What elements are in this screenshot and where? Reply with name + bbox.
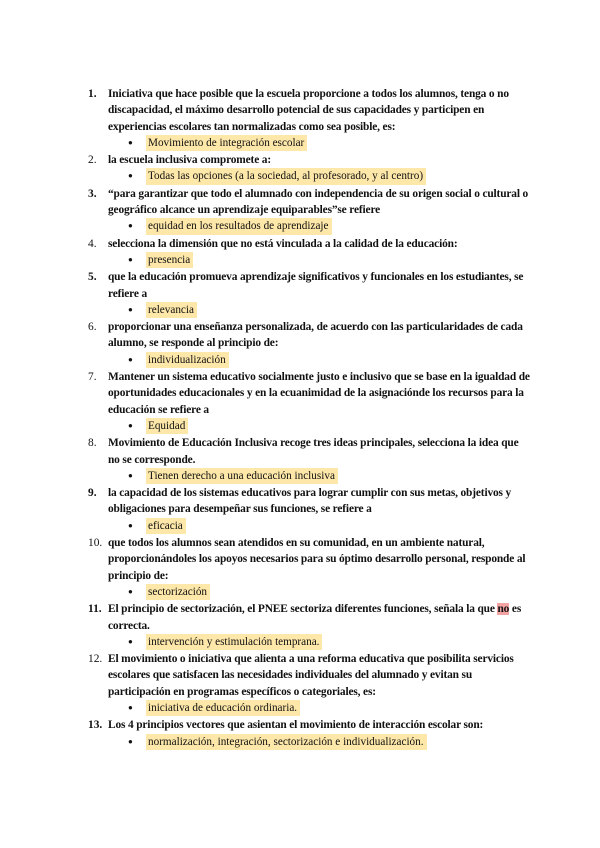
answer-item <box>128 634 530 650</box>
answer-text: individualización <box>146 352 229 368</box>
answer-text: iniciativa de educación ordinaria. <box>146 700 300 716</box>
highlighted-word: no <box>497 603 510 616</box>
answer-item <box>128 584 530 600</box>
answer-text: relevancia <box>146 302 197 318</box>
answer-item <box>128 168 530 184</box>
question-number: 8. <box>88 437 97 450</box>
answer-item <box>128 700 530 716</box>
question-text: que todos los alumnos sean atendidos en su comunidad, en un ambiente natural, proporcionándoles los apoyos necesarios para su óptimo desarrollo personal, responde al principio de: <box>108 537 526 582</box>
bullet-icon: ● <box>128 171 133 181</box>
question-text: Iniciativa que hace posible que la escuela proporcione a todos los alumnos, tenga o no discapacidad, el máximo desarrollo potencial de sus capacidades y participen en experiencias escolares tan normalizadas como sea posible, es: <box>108 88 509 133</box>
answer-item <box>128 218 530 234</box>
question-text: “para garantizar que todo el alumnado con independencia de su origen social o cultural o geográfico alcance un aprendizaje equiparables”se refiere <box>108 187 529 217</box>
question-item <box>88 86 530 135</box>
question-item <box>88 319 530 352</box>
answer-item <box>128 418 530 434</box>
bullet-icon: ● <box>128 420 133 430</box>
answer-text: presencia <box>146 252 193 268</box>
question-text: Movimiento de Educación Inclusiva recoge tres ideas principales, selecciona la idea que no se corresponde. <box>108 437 519 466</box>
question-number: 1. <box>88 88 97 100</box>
answer-item <box>128 302 530 318</box>
answer-text: eficacia <box>146 518 186 534</box>
question-text: Los 4 principios vectores que asientan el movimiento de interacción escolar son: <box>108 719 484 732</box>
question-item <box>88 485 530 518</box>
question-item <box>88 535 530 584</box>
answer-item <box>128 518 530 534</box>
answer-text: equidad en los resultados de aprendizaje <box>146 218 332 234</box>
bullet-icon: ● <box>128 254 133 264</box>
question-number: 13. <box>88 719 103 732</box>
question-item <box>88 435 530 468</box>
question-item <box>88 717 530 733</box>
question-item <box>88 651 530 700</box>
question-item <box>88 369 530 418</box>
question-item <box>88 152 530 168</box>
answer-text: Movimiento de integración escolar <box>146 135 307 151</box>
question-text: que la educación promueva aprendizaje significativos y funcionales en los estudiantes, se refiere a <box>108 271 524 300</box>
question-number: 6. <box>88 321 97 334</box>
question-text: la escuela inclusiva compromete a: <box>108 154 271 167</box>
bullet-icon: ● <box>128 736 133 746</box>
answer-item <box>128 468 530 484</box>
answer-item <box>128 252 530 268</box>
bullet-icon: ● <box>128 636 133 646</box>
answer-item <box>128 135 530 151</box>
question-number: 9. <box>88 487 97 500</box>
question-item <box>88 601 530 634</box>
question-text: El movimiento o iniciativa que alienta a una reforma educativa que posibilita servicios escolares que satisfacen las necesidades individuales del alumnado y evitan su participación en programas específicos o categoriales, es: <box>108 653 514 698</box>
answer-item <box>128 352 530 368</box>
question-text <box>108 601 530 634</box>
answer-text: Equidad <box>146 418 188 434</box>
question-item <box>88 269 530 302</box>
answer-text: intervención y estimulación temprana. <box>146 634 322 650</box>
answer-item <box>128 734 530 750</box>
bullet-icon: ● <box>128 137 133 147</box>
answer-text: Tienen derecho a una educación inclusiva <box>146 468 338 484</box>
bullet-icon: ● <box>128 221 133 231</box>
question-number: 4. <box>88 237 97 250</box>
bullet-icon: ● <box>128 520 133 530</box>
question-number: 12. <box>88 653 103 666</box>
bullet-icon: ● <box>128 702 133 712</box>
question-text: selecciona la dimensión que no está vinculada a la calidad de la educación: <box>108 237 458 250</box>
question-number: 2. <box>88 154 97 167</box>
answer-text: sectorización <box>146 584 210 600</box>
question-list <box>88 86 530 750</box>
bullet-icon: ● <box>128 304 133 314</box>
question-text: Mantener un sistema educativo socialmente justo e inclusivo que se base en la igualdad de oportunidades educacionales y en la ecuanimidad de la asignaciónde los recursos para la educación se refiere a <box>108 371 530 416</box>
bullet-icon: ● <box>128 354 133 364</box>
question-number: 7. <box>88 371 97 384</box>
question-number: 11. <box>88 603 102 616</box>
question-text-part: El principio de sectorización, el PNEE sectoriza diferentes funciones, señala la que <box>108 603 498 616</box>
answer-text: Todas las opciones (a la sociedad, al profesorado, y al centro) <box>146 168 426 184</box>
question-item <box>88 186 530 219</box>
question-text: la capacidad de los sistemas educativos para lograr cumplir con sus metas, objetivos y obligaciones para desempeñar sus funciones, se refiere a <box>108 487 512 516</box>
bullet-icon: ● <box>128 586 133 596</box>
question-text-part: es correcta. <box>108 603 522 632</box>
question-number: 3. <box>88 187 97 200</box>
question-item <box>88 236 530 252</box>
question-number: 10. <box>88 537 103 550</box>
question-number: 5. <box>88 271 97 284</box>
question-text: proporcionar una enseñanza personalizada, de acuerdo con las particularidades de cada alumno, se responde al principio de: <box>108 321 523 350</box>
answer-text: normalización, integración, sectorización e individualización. <box>146 734 427 750</box>
bullet-icon: ● <box>128 470 133 480</box>
